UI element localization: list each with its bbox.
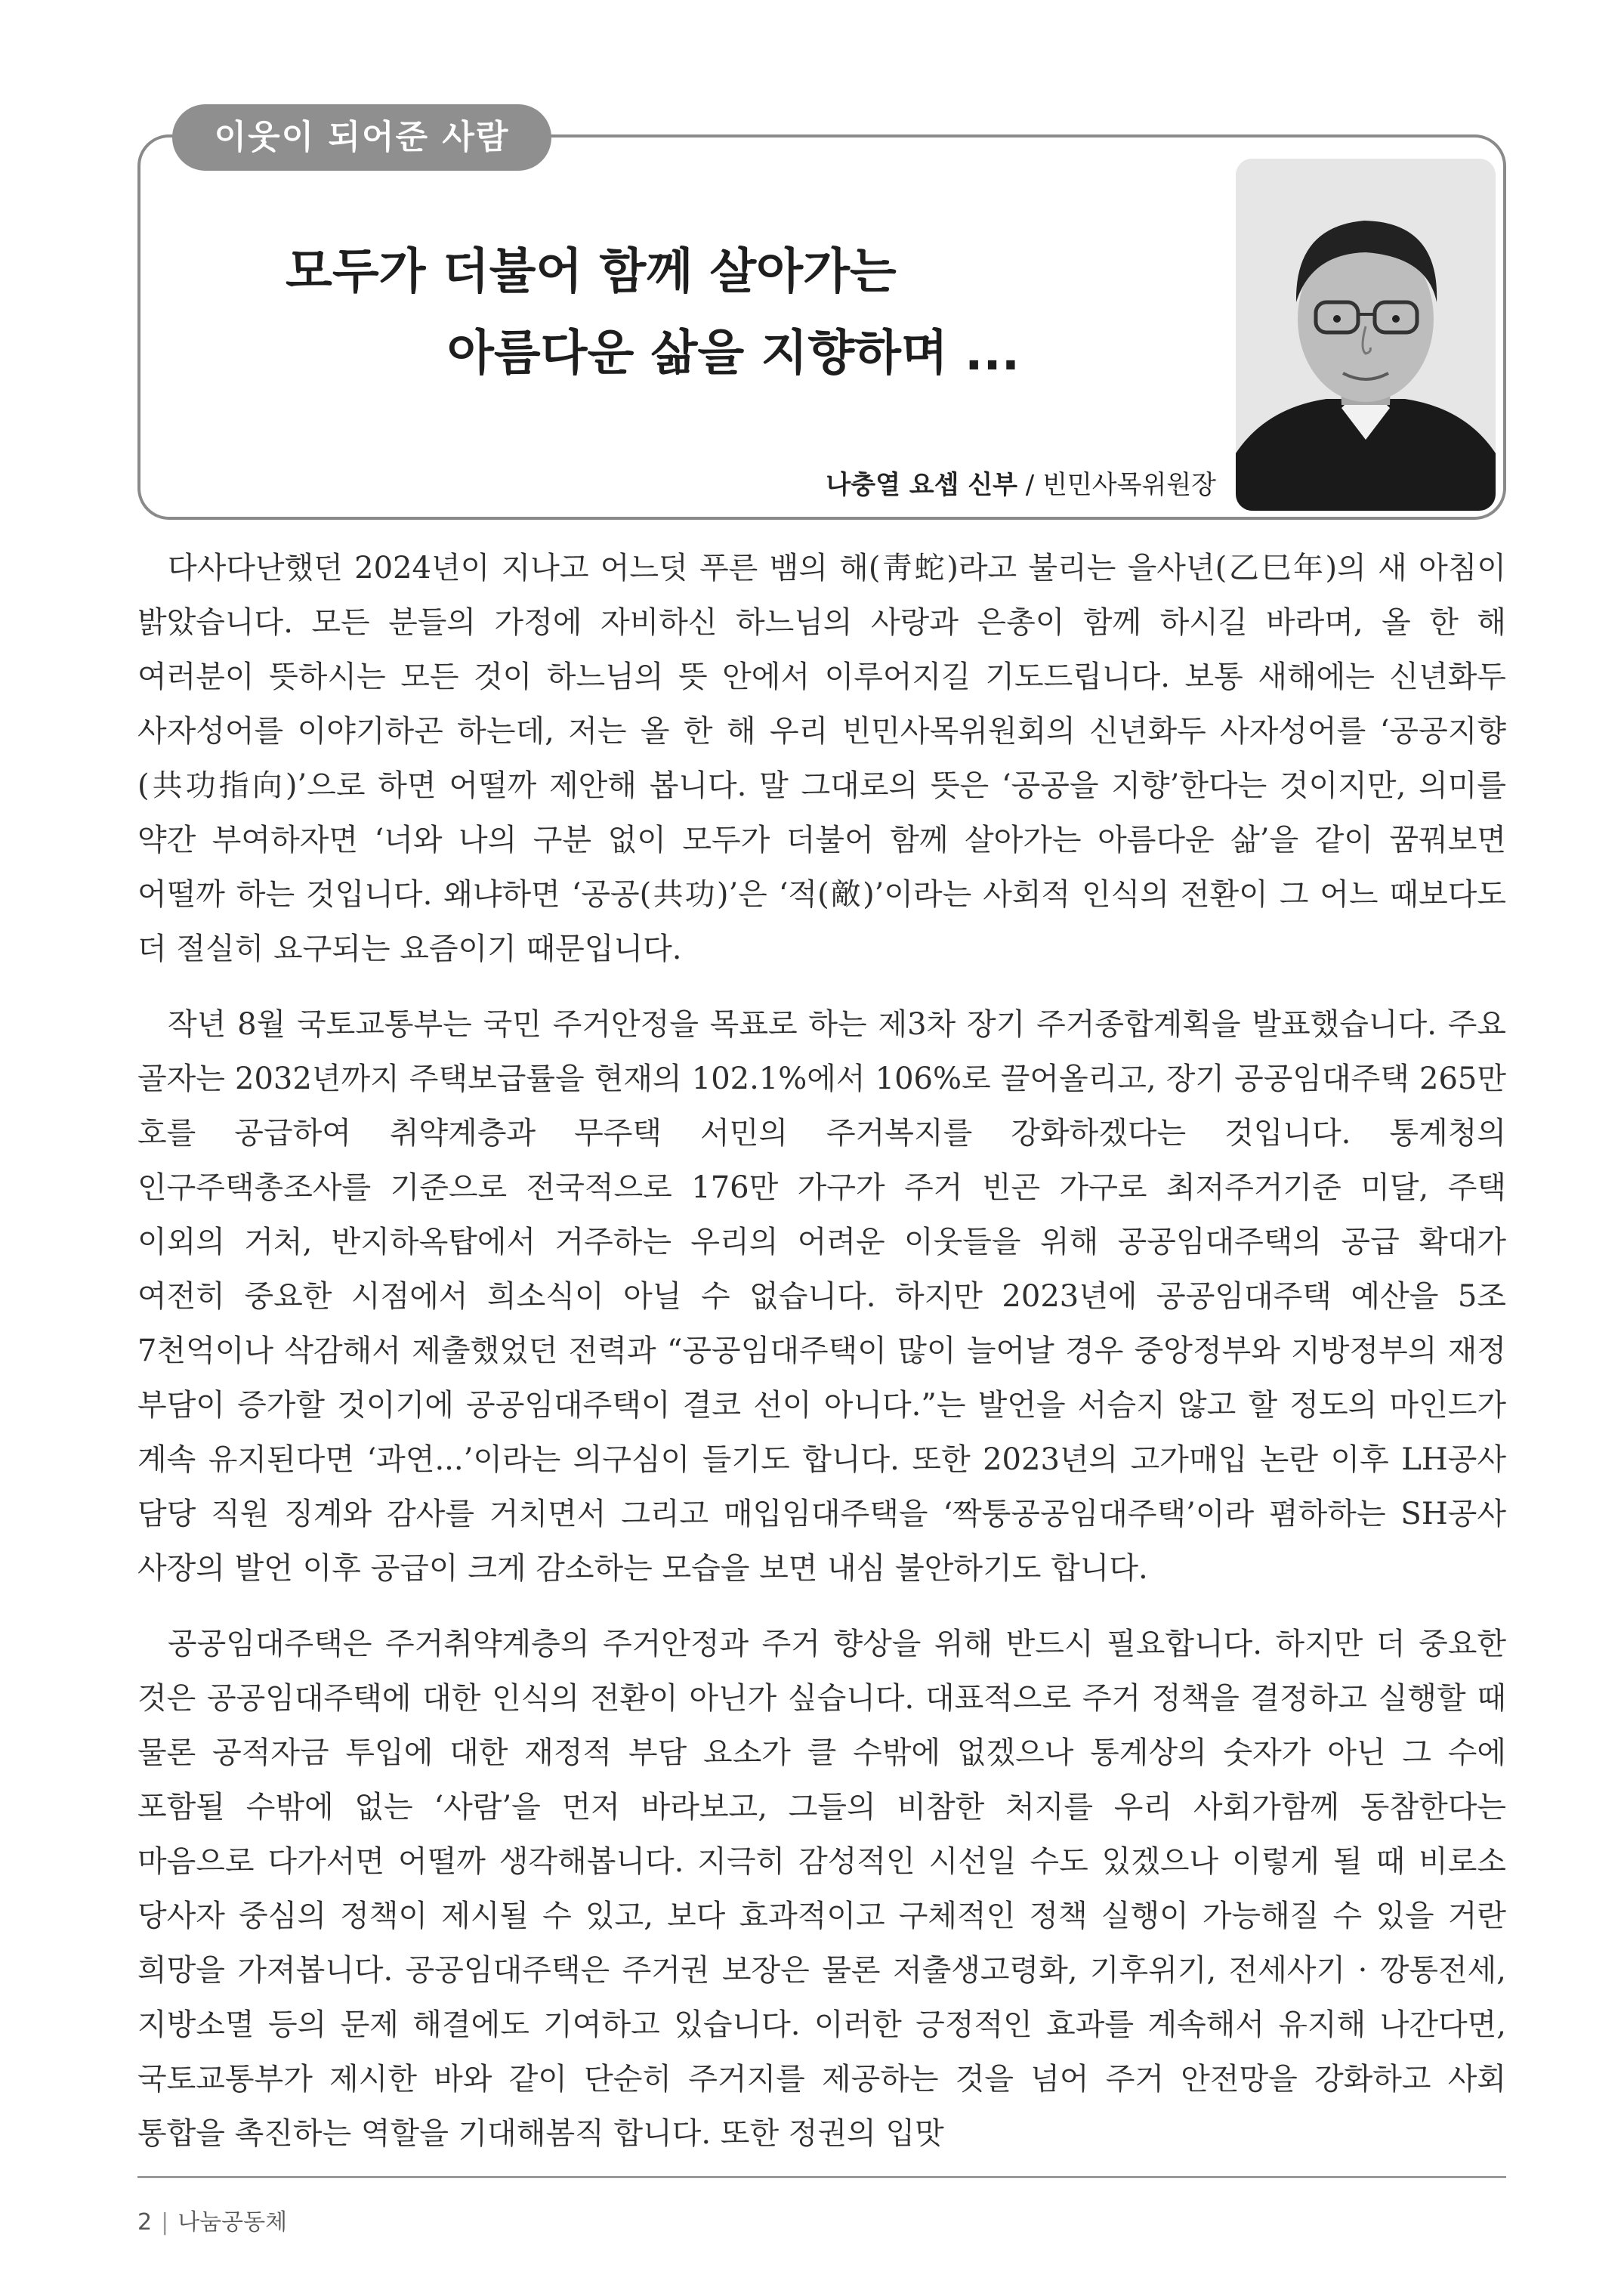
footer-rule [137, 2176, 1506, 2178]
portrait-image [1236, 159, 1496, 511]
page-footer [137, 2203, 287, 2236]
headline-line-2: 아름다운 삶을 지향하며 ... [447, 326, 1020, 382]
paragraph-2: 작년 8월 국토교통부는 국민 주거안정을 목표로 하는 제3차 장기 주거종합계획을 발표했습니다. 주요 골자는 2032년까지 주택보급률을 현재의 102.1%에서 106%로 끌어올리고, 장기 공공임대주택 265만 호를 공급하여 취약계층과 무주택 서민의 주거복지를 강화하겠다는 것입니다. 통계청의 인구주택총조사를 기준으로 전국적으로 176만 가구가 주거 빈곤 가구로 최저주거기준 미달, 주택 이외의 거처, 반지하옥탑에서 거주하는 우리의 어려운 이웃들을 위해 공공임대주택의 공급 확대가 여전히 중요한 시점에서 희소식이 아닐 수 없습니다. 하지만 2023년에 공공임대주택 예산을 5조 7천억이나 삭감해서 제출했었던 전력과 “공공임대주택이 많이 늘어날 경우 중앙정부와 지방정부의 재정 부담이 증가할 것이기에 공공임대주택이 결코 선이 아니다.”는 발언을 서슴지 않고 할 정도의 마인드가 계속 유지된다면 ‘과연...’이라는 의구심이 들기도 합니다. 또한 2023년의 고가매입 논란 이후 LH공사 담당 직원 징계와 감사를 거치면서 그리고 매입임대주택을 ‘짝퉁공공임대주택’이라 폄하하는 SH공사 사장의 발언 이후 공급이 크게 감소하는 모습을 보면 내심 불안하기도 합니다. [137, 1007, 1506, 1586]
byline [826, 464, 1216, 501]
page-number: 2 [137, 2209, 153, 2236]
author-name: 나충열 요셉 신부 [826, 470, 1017, 500]
footer-separator: | [161, 2209, 169, 2236]
author-role: 빈민사목위원장 [1042, 470, 1216, 500]
publication-name: 나눔공동체 [178, 2209, 288, 2236]
headline-line-1: 모두가 더불어 함께 살아가는 [286, 244, 897, 300]
article-body [137, 541, 1506, 2182]
author-photo [1236, 159, 1496, 511]
byline-separator: / [1017, 470, 1043, 500]
section-tag: 이웃이 되어준 사람 [172, 104, 551, 171]
paragraph-3: 공공임대주택은 주거취약계층의 주거안정과 주거 향상을 위해 반드시 필요합니다. 하지만 더 중요한 것은 공공임대주택에 대한 인식의 전환이 아닌가 싶습니다. 대표적으로 주거 정책을 결정하고 실행할 때 물론 공적자금 투입에 대한 재정적 부담 요소가 클 수밖에 없겠으나 통계상의 숫자가 아닌 그 수에 포함될 수밖에 없는 ‘사람’을 먼저 바라보고, 그들의 비참한 처지를 우리 사회가함께 동참한다는 마음으로 다가서면 어떨까 생각해봅니다. 지극히 감성적인 시선일 수도 있겠으나 이렇게 될 때 비로소 당사자 중심의 정책이 제시될 수 있고, 보다 효과적이고 구체적인 정책 실행이 가능해질 수 있을 거란 희망을 가져봅니다. 공공임대주택은 주거권 보장은 물론 저출생고령화, 기후위기, 전세사기 · 깡통전세, 지방소멸 등의 문제 해결에도 기여하고 있습니다. 이러한 긍정적인 효과를 계속해서 유지해 나간다면, 국토교통부가 제시한 바와 같이 단순히 주거지를 제공하는 것을 넘어 주거 안전망을 강화하고 사회 통합을 촉진하는 역할을 기대해봄직 합니다. 또한 정권의 입맛 [137, 1627, 1507, 2151]
paragraph-1: 다사다난했던 2024년이 지나고 어느덧 푸른 뱀의 해(靑蛇)라고 불리는 을사년(乙巳年)의 새 아침이 밝았습니다. 모든 분들의 가정에 자비하신 하느님의 사랑과 은총이 함께 하시길 바라며, 올 한 해 여러분이 뜻하시는 모든 것이 하느님의 뜻 안에서 이루어지길 기도드립니다. 보통 새해에는 신년화두 사자성어를 이야기하곤 하는데, 저는 올 한 해 우리 빈민사목위원회의 신년화두 사자성어를 ‘공공지향(共功指向)’으로 하면 어떨까 제안해 봅니다. 말 그대로의 뜻은 ‘공공을 지향’한다는 것이지만, 의미를 약간 부여하자면 ‘너와 나의 구분 없이 모두가 더불어 함께 살아가는 아름다운 삶’을 같이 꿈꿔보면 어떨까 하는 것입니다. 왜냐하면 ‘공공(共功)’은 ‘적(敵)’이라는 사회적 인식의 전환이 그 어느 때보다도 더 절실히 요구되는 요즘이기 때문입니다. [137, 551, 1506, 966]
